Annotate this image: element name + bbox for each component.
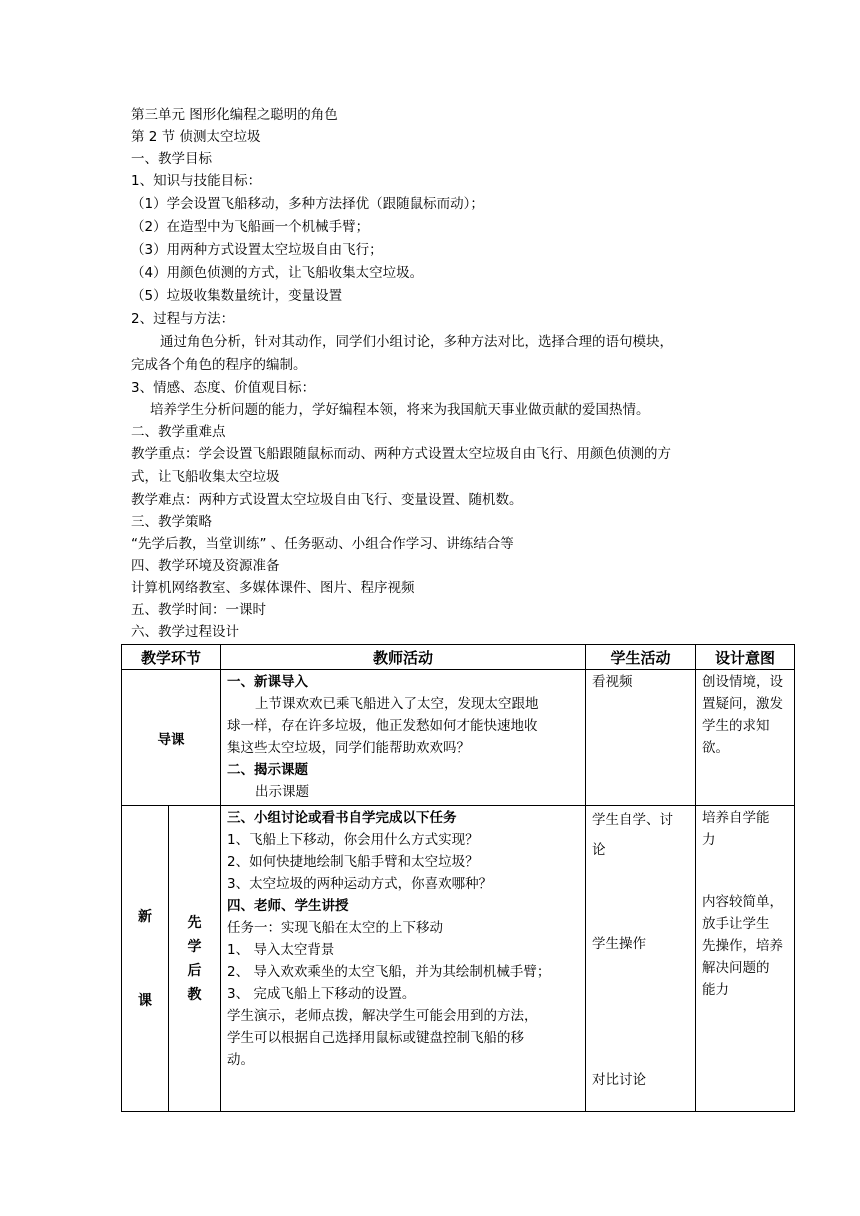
- intent-text: 力: [702, 832, 716, 848]
- teacher-text: 上节课欢欢已乘飞船进入了太空，发现太空跟地: [255, 696, 539, 712]
- stage-inner-char: 学: [187, 938, 202, 955]
- knowledge-item: （2）在造型中为飞船画一个机械手臂；: [131, 219, 370, 235]
- teacher-text: 球一样，存在许多垃圾，他正发愁如何才能快速地收: [227, 718, 538, 734]
- intent-text: 放手让学生: [702, 916, 770, 932]
- intent-cell: [696, 670, 795, 806]
- teacher-task: 任务一：实现飞船在太空的上下移动: [227, 920, 444, 936]
- col-header-intent: 设计意图: [696, 645, 795, 670]
- col-header-teacher: 教师活动: [221, 645, 586, 670]
- intent-text: 置疑问，激发: [702, 696, 784, 712]
- intent-text: 内容较简单，: [702, 894, 784, 910]
- process-table: [121, 644, 795, 1112]
- knowledge-item: （1）学会设置飞船移动，多种方法择优（跟随鼠标而动）；: [131, 196, 484, 212]
- stage-outer-char: 新: [138, 908, 152, 925]
- intent-text: 学生的求知: [702, 718, 770, 734]
- student-activity-cell: [586, 806, 696, 1112]
- intent-text: 欲。: [702, 740, 730, 756]
- section-title: 第 2 节 侦测太空垃圾: [131, 129, 261, 145]
- teacher-step: 3、 完成飞船上下移动的设置。: [227, 986, 416, 1002]
- intent-text: 培养自学能: [702, 810, 770, 826]
- teacher-text: 出示课题: [255, 784, 310, 800]
- unit-title: 第三单元 图形化编程之聪明的角色: [131, 107, 338, 123]
- keypoints-heading: 二、教学重难点: [131, 424, 226, 440]
- difficult-point-text: 教学难点：两种方式设置太空垃圾自由飞行、变量设置、随机数。: [131, 492, 523, 508]
- strategy-text: “先学后教，当堂训练” 、任务驱动、小组合作学习、讲练结合等: [131, 536, 514, 552]
- teacher-step: 1、 导入太空背景: [227, 942, 335, 958]
- student-activity-text: 对比讨论: [592, 1072, 647, 1088]
- stage-inner-cell: [169, 806, 221, 1112]
- knowledge-item: （5）垃圾收集数量统计，变量设置: [131, 288, 343, 304]
- emotion-title: 3、情感、态度、价值观目标：: [131, 380, 316, 396]
- student-activity-text: 论: [592, 842, 606, 858]
- teacher-activity-cell: [221, 670, 586, 806]
- student-activity-text: 学生自学、讨: [592, 812, 674, 828]
- teacher-subheading: 一、新课导入: [227, 674, 309, 690]
- stage-outer-char: 课: [138, 992, 152, 1009]
- teacher-text: 集这些太空垃圾，同学们能帮助欢欢吗？: [227, 740, 471, 756]
- teacher-question: 2、如何快捷地绘制飞船手臂和太空垃圾？: [227, 854, 479, 870]
- table-header-row: [122, 645, 795, 670]
- student-activity-text: 看视频: [592, 674, 633, 690]
- teacher-step: 2、 导入欢欢乘坐的太空飞船，并为其绘制机械手臂；: [227, 964, 551, 980]
- table-row: [122, 670, 795, 806]
- table-row: [122, 806, 795, 1112]
- process-heading: 六、教学过程设计: [131, 624, 239, 640]
- intent-text: 解决问题的: [702, 960, 770, 976]
- teacher-text: 学生可以根据自己选择用鼠标或键盘控制飞船的移: [227, 1030, 525, 1046]
- col-header-student: 学生活动: [586, 645, 696, 670]
- stage-inner-char: 先: [187, 914, 202, 931]
- knowledge-item: （4）用颜色侦测的方式，让飞船收集太空垃圾。: [131, 265, 424, 281]
- teacher-activity-cell: [221, 806, 586, 1112]
- time-heading: 五、教学时间：一课时: [131, 602, 266, 618]
- student-activity-text: 学生操作: [592, 936, 647, 952]
- teacher-text: 学生演示，老师点拨，解决学生可能会用到的方法，: [227, 1008, 538, 1024]
- teacher-question: 1、飞船上下移动，你会用什么方式实现？: [227, 832, 479, 848]
- knowledge-item: （3）用两种方式设置太空垃圾自由飞行；: [131, 242, 383, 258]
- stage-inner-char: 教: [187, 986, 202, 1003]
- objectives-heading: 一、教学目标: [131, 151, 212, 167]
- intent-text: 能力: [702, 982, 730, 998]
- process-title: 2、过程与方法：: [131, 311, 235, 327]
- emotion-text: 培养学生分析问题的能力，学好编程本领，将来为我国航天事业做贡献的爱国热情。: [150, 402, 650, 418]
- teacher-subheading: 二、揭示课题: [227, 762, 309, 778]
- teacher-question: 3、太空垃圾的两种运动方式，你喜欢哪种？: [227, 876, 493, 892]
- intent-cell: [696, 806, 795, 1112]
- environment-heading: 四、教学环境及资源准备: [131, 558, 280, 574]
- student-activity-cell: [586, 670, 696, 806]
- teacher-subheading: 四、老师、学生讲授: [227, 898, 349, 914]
- teacher-subheading: 三、小组讨论或看书自学完成以下任务: [227, 810, 457, 826]
- teacher-text: 动。: [227, 1052, 255, 1068]
- col-header-stage: 教学环节: [122, 645, 221, 670]
- intent-text: 先操作，培养: [702, 938, 784, 954]
- intent-text: 创设情境，设: [702, 674, 784, 690]
- knowledge-title: 1、知识与技能目标：: [131, 173, 262, 189]
- stage-inner-char: 后: [187, 962, 202, 979]
- key-point-text: 教学重点：学会设置飞船跟随鼠标而动、两种方式设置太空垃圾自由飞行、用颜色侦测的方: [131, 446, 671, 462]
- process-text: 通过角色分析，针对其动作，同学们小组讨论，多种方法对比，选择合理的语句模块，: [160, 334, 673, 350]
- key-point-text: 式，让飞船收集太空垃圾: [131, 469, 280, 485]
- stage-cell: 导课: [122, 670, 221, 806]
- strategy-heading: 三、教学策略: [131, 514, 212, 530]
- stage-outer-cell: [122, 806, 169, 1112]
- environment-text: 计算机网络教室、多媒体课件、图片、程序视频: [131, 580, 415, 596]
- process-text: 完成各个角色的程序的编制。: [131, 357, 307, 373]
